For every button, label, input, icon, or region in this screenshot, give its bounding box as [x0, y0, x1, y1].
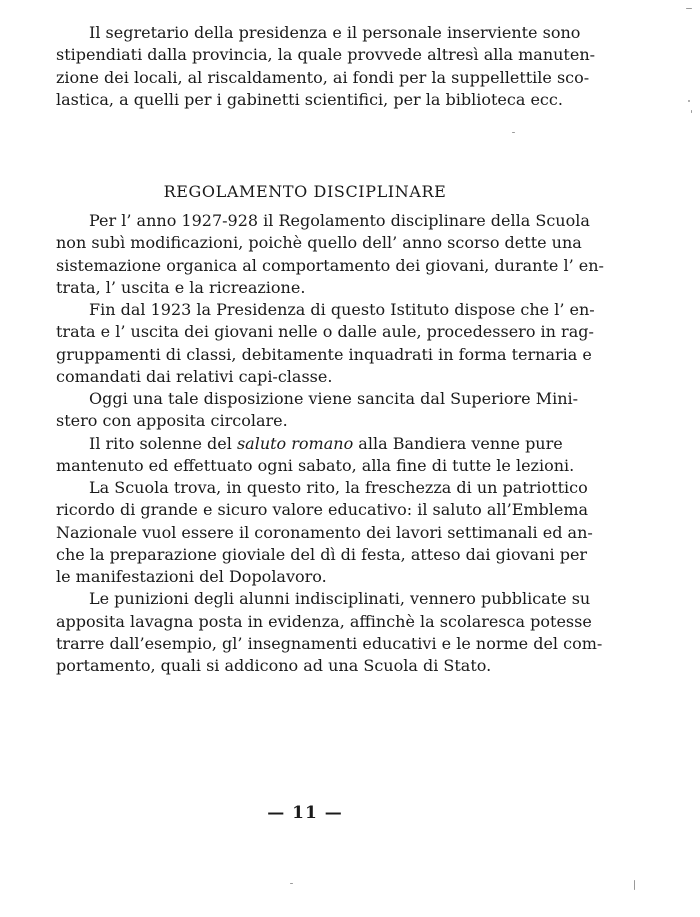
scan-speck — [688, 100, 690, 102]
text-line: lastica, a quelli per i gabinetti scientifici, per la biblioteca ecc. — [56, 89, 563, 109]
text-line: Fin dal 1923 la Presidenza di questo Istituto dispose che l’ en- — [89, 300, 595, 319]
text-line: non subì modificazioni, poichè quello dell’ anno scorso dette una — [56, 233, 582, 253]
scan-speck — [290, 883, 293, 884]
paragraph — [56, 210, 604, 299]
emphasized-text: saluto romano — [236, 433, 354, 453]
text-line: trarre dall’esempio, gl’ insegnamenti educativi e le norme del com- — [56, 633, 603, 653]
text-line: Per l’ anno 1927-928 il Regolamento disciplinare della Scuola — [89, 211, 590, 230]
text-line: stipendiati dalla provincia, la quale provvede altresì alla manuten- — [56, 45, 596, 65]
text-line: portamento, quali si addicono ad una Scuola di Stato. — [56, 656, 492, 675]
text-line: trata, l’ uscita e la ricreazione. — [56, 277, 306, 297]
text-line: Oggi una tale disposizione viene sancita dal Superiore Mini- — [89, 389, 579, 408]
text-line: stero con apposita circolare. — [56, 411, 288, 431]
paragraph — [56, 388, 579, 433]
paragraph — [56, 588, 603, 677]
paragraph — [56, 477, 593, 588]
text-line: La Scuola trova, in questo rito, la freschezza di un patriottico — [89, 478, 588, 497]
text-fragment: alla Bandiera venne pure — [353, 433, 563, 453]
scan-speck — [686, 8, 692, 9]
text-line: trata e l’ uscita dei giovani nelle o dalle aule, procedessero in rag- — [56, 322, 594, 342]
text-line: Le punizioni degli alunni indisciplinati, vennero pubblicate su — [89, 589, 591, 609]
scan-speck — [634, 880, 635, 890]
section-body — [56, 210, 604, 677]
paragraph — [56, 299, 595, 388]
text-line: mantenuto ed effettuato ogni sabato, alla fine di tutte le lezioni. — [56, 455, 575, 475]
text-line: ricordo di grande e sicuro valore educativo: il saluto all’Emblema — [56, 500, 589, 520]
text-line: Il segretario della presidenza e il personale inserviente sono — [89, 23, 581, 42]
text-line: Nazionale vuol essere il coronamento dei lavori settimanali ed an- — [56, 522, 593, 542]
text-line: gruppamenti di classi, debitamente inquadrati in forma ternaria e — [56, 344, 592, 364]
paragraph — [56, 433, 575, 478]
text-line — [56, 433, 563, 455]
scan-speck — [691, 110, 692, 113]
text-line: apposita lavagna posta in evidenza, affinchè la scolaresca potesse — [56, 611, 592, 631]
section-heading: REGOLAMENTO DISCIPLINARE — [163, 182, 447, 201]
text-line: le manifestazioni del Dopolavoro. — [56, 567, 327, 586]
text-line: che la preparazione gioviale del dì di festa, atteso dai giovani per — [56, 544, 588, 564]
intro-paragraph — [56, 22, 596, 111]
page-number: — 11 — — [267, 803, 343, 823]
text-fragment: Il rito solenne del — [89, 433, 237, 453]
text-line: comandati dai relativi capi-classe. — [56, 366, 333, 386]
scan-speck — [512, 132, 515, 133]
text-line: sistemazione organica al comportamento dei giovani, durante l’ en- — [56, 255, 604, 275]
text-line: zione dei locali, al riscaldamento, ai fondi per la suppellettile sco- — [56, 67, 590, 87]
